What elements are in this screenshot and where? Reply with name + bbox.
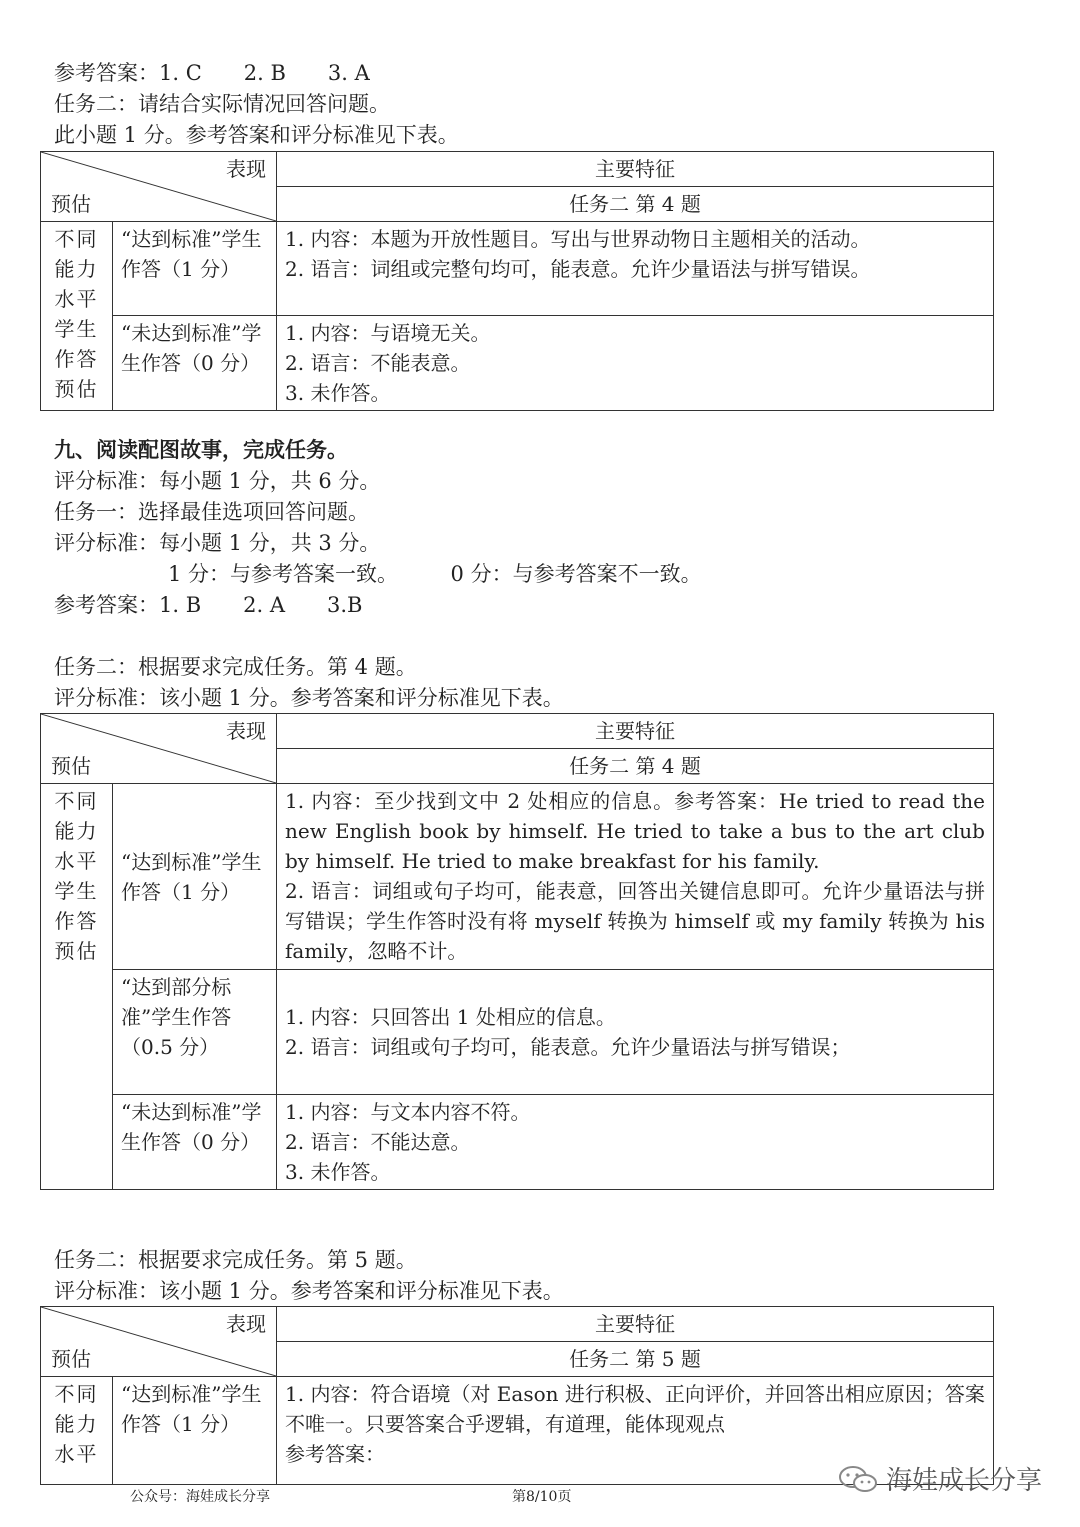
header-performance: 表现 [226, 1312, 266, 1336]
section-9-task2-q4-scoring: 评分标准：该小题 1 分。参考答案和评分标准见下表。 [54, 686, 564, 710]
header-diagonal-cell [41, 152, 277, 222]
header-main-features: 主要特征 [277, 152, 994, 187]
scoring-table-1 [40, 151, 994, 411]
intro-scoring: 此小题 1 分。参考答案和评分标准见下表。 [54, 123, 459, 147]
header-estimate: 预估 [51, 754, 91, 778]
page-number: 第8/10页 [512, 1489, 572, 1505]
header-estimate: 预估 [51, 1347, 91, 1371]
footer-account: 公众号：海娃成长分享 [130, 1489, 270, 1505]
section-9-score-rule: 1 分：与参考答案一致。 0 分：与参考答案不一致。 [168, 562, 702, 586]
ability-level-label: 不同能力水平学生作答预估 [41, 784, 113, 1190]
watermark [838, 1460, 1042, 1497]
criteria-below-standard: 1. 内容：与语境无关。 2. 语言：不能表意。 3. 未作答。 [277, 316, 994, 411]
level-partial-standard: “达到部分标准”学生作答（0.5 分） [113, 970, 277, 1095]
scoring-table-2 [40, 713, 994, 1190]
scoring-table-3 [40, 1306, 994, 1485]
ability-level-label: 不同能力水平 [41, 1377, 113, 1485]
header-performance: 表现 [226, 157, 266, 181]
section-9-answers: 参考答案：1. B 2. A 3.B [54, 593, 363, 617]
criteria-meets-standard: 1. 内容：符合语境（对 Eason 进行积极、正向评价，并回答出相应原因；答案不唯一。只要答案合乎逻辑，有道理，能体现观点 参考答案： [277, 1377, 994, 1485]
header-task: 任务二 第 4 题 [277, 187, 994, 222]
intro-task2: 任务二：请结合实际情况回答问题。 [54, 92, 390, 116]
section-9-task1-scoring: 评分标准：每小题 1 分，共 3 分。 [54, 531, 381, 555]
header-main-features: 主要特征 [277, 714, 994, 749]
header-main-features: 主要特征 [277, 1307, 994, 1342]
section-9-scoring: 评分标准：每小题 1 分，共 6 分。 [54, 469, 381, 493]
section-9-task1: 任务一：选择最佳选项回答问题。 [54, 500, 369, 524]
section-9-task2-q4: 任务二：根据要求完成任务。第 4 题。 [54, 655, 417, 679]
header-diagonal-cell [41, 714, 277, 784]
level-meets-standard: “达到标准”学生作答（1 分） [113, 1377, 277, 1485]
level-meets-standard: “达到标准”学生作答（1 分） [113, 222, 277, 316]
header-task: 任务二 第 5 题 [277, 1342, 994, 1377]
level-below-standard: “未达到标准”学生作答（0 分） [113, 316, 277, 411]
criteria-below-standard: 1. 内容：与文本内容不符。 2. 语言：不能达意。 3. 未作答。 [277, 1095, 994, 1190]
header-performance: 表现 [226, 719, 266, 743]
criteria-meets-standard: 1. 内容：本题为开放性题目。写出与世界动物日主题相关的活动。 2. 语言：词组或完整句均可，能表意。允许少量语法与拼写错误。 [277, 222, 994, 316]
level-meets-standard: “达到标准”学生作答（1 分） [113, 784, 277, 970]
header-task: 任务二 第 4 题 [277, 749, 994, 784]
watermark-text: 海娃成长分享 [886, 1466, 1043, 1496]
criteria-meets-standard: 1. 内容：至少找到文中 2 处相应的信息。参考答案：He tried to read the new English book by himself. He tried to take a bus to the art club by himself. He tried to make breakfast for his family. 2. 语言：词组或句子均可，能表意，回答出关键信息即可。允许少量语法与拼写错误；学生作答时没有将 myself 转换为 himself 或 my family 转换为 his family，忽略不计。 [277, 784, 994, 970]
header-diagonal-cell [41, 1307, 277, 1377]
intro-answers: 参考答案：1. C 2. B 3. A [54, 61, 370, 85]
wechat-icon [838, 1464, 878, 1494]
level-below-standard: “未达到标准”学生作答（0 分） [113, 1095, 277, 1190]
section-9-title: 九、阅读配图故事，完成任务。 [54, 437, 348, 462]
criteria-partial-standard: 1. 内容：只回答出 1 处相应的信息。 2. 语言：词组或句子均可，能表意。允许少量语法与拼写错误； [277, 970, 994, 1095]
header-estimate: 预估 [51, 192, 91, 216]
task2-q5-scoring: 评分标准：该小题 1 分。参考答案和评分标准见下表。 [54, 1279, 564, 1303]
task2-q5-title: 任务二：根据要求完成任务。第 5 题。 [54, 1248, 417, 1272]
ability-level-label: 不同能力水平学生作答预估 [41, 222, 113, 411]
